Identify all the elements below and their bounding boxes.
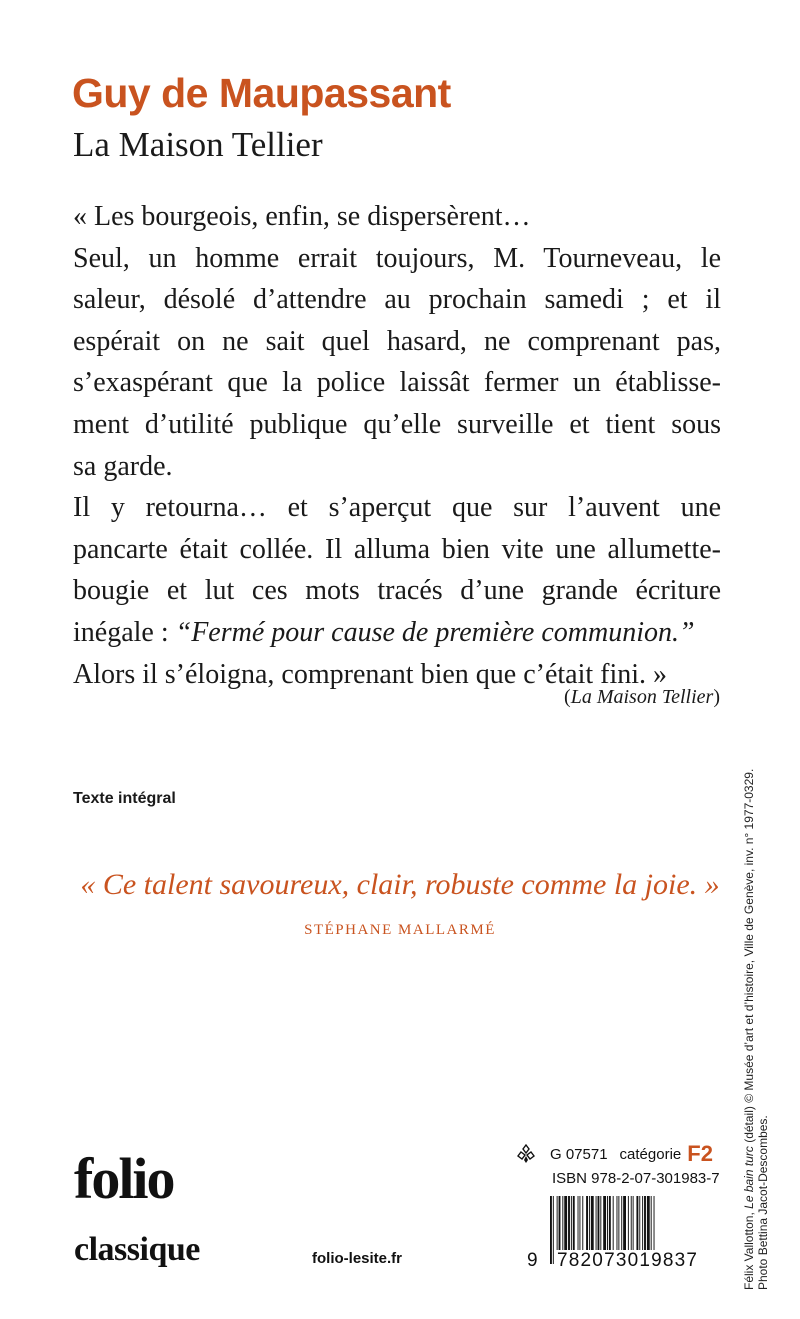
barcode-bar: [557, 1196, 558, 1250]
credits-museum: (détail) © Musée d’art et d’histoire, Ville de Genève, inv. n° 1977-0329.: [742, 768, 756, 1147]
barcode-bar: [623, 1196, 626, 1250]
category-code: F2: [687, 1141, 713, 1166]
excerpt-italic-fragment: “Fermé pour cause de première communion.”: [175, 616, 695, 648]
product-code-row: [516, 1142, 713, 1166]
excerpt-line: espérait on ne sait quel hasard, ne comprenant pas,: [73, 325, 721, 357]
credits-line-1: [742, 690, 756, 1290]
barcode-bar: [553, 1196, 554, 1264]
excerpt-line: Il y retourna… et s’aperçut que sur l’auvent une: [73, 492, 721, 524]
credits-line-2: Photo Bettina Jacot-Descombes.: [756, 1115, 770, 1290]
barcode-bar: [591, 1196, 594, 1250]
barcode-bar: [582, 1196, 583, 1250]
excerpt-fragment: inégale :: [73, 616, 176, 648]
source-close: ): [713, 686, 720, 708]
isbn: ISBN 978-2-07-301983-7: [552, 1170, 720, 1187]
gallimard-logo-icon: [516, 1144, 536, 1164]
barcode-bar: [559, 1196, 561, 1250]
credits-artwork: Le bain turc: [742, 1146, 756, 1209]
barcode-bar: [639, 1196, 640, 1250]
barcode-bar: [621, 1196, 622, 1250]
image-credits: [742, 690, 770, 1290]
barcode-bar: [628, 1196, 629, 1250]
barcode-digits: 782073019837: [556, 1250, 714, 1272]
imprint-logo-classique: classique: [74, 1231, 200, 1268]
barcode-bar: [618, 1196, 619, 1250]
author-name: Guy de Maupassant: [72, 70, 451, 116]
barcode-bar: [550, 1196, 552, 1264]
excerpt-line: pancarte était collée. Il alluma bien vite une allumette-: [73, 533, 721, 565]
source-title: La Maison Tellier: [570, 686, 714, 708]
excerpt-line: saleur, désolé d’attendre au prochain samedi ; et il: [73, 284, 721, 316]
product-code: G 07571: [550, 1145, 608, 1163]
blurb-attribution: STÉPHANE MALLARMÉ: [304, 922, 496, 938]
barcode-bar: [596, 1196, 597, 1250]
imprint-logo-folio: folio: [74, 1146, 174, 1211]
blurb-quote: « Ce talent savoureux, clair, robuste comme la joie. »: [80, 868, 720, 901]
barcode-bar: [562, 1196, 563, 1250]
credits-artist: Félix Vallotton,: [742, 1208, 756, 1290]
excerpt-line: sa garde.: [73, 450, 173, 482]
barcode-bar: [631, 1196, 632, 1250]
barcode-bar: [600, 1196, 601, 1250]
excerpt-line: Alors il s’éloigna, comprenant bien que c’était fini. »: [73, 658, 668, 690]
barcode-bar: [651, 1196, 652, 1250]
barcode-bar: [578, 1196, 579, 1250]
source-open: (: [564, 686, 571, 708]
barcode-bar: [647, 1196, 650, 1250]
edition-note: Texte intégral: [73, 790, 176, 807]
website-link[interactable]: folio-lesite.fr: [312, 1250, 403, 1267]
barcode-bar: [613, 1196, 614, 1250]
excerpt: [73, 196, 721, 695]
barcode-first-digit: 9: [527, 1250, 538, 1271]
barcode-bar: [568, 1196, 570, 1250]
barcode-bar: [598, 1196, 600, 1250]
barcode-bar: [589, 1196, 590, 1250]
book-title: La Maison Tellier: [73, 125, 323, 164]
excerpt-line-mixed: [73, 612, 721, 654]
barcode-bar: [607, 1196, 608, 1250]
excerpt-line: ment d’utilité publique qu’elle surveille et tient sous: [73, 408, 721, 440]
excerpt-line: s’exaspérant que la police laissât fermer un établisse-: [73, 367, 721, 399]
barcode-bar: [579, 1196, 580, 1250]
excerpt-source: [564, 686, 720, 709]
excerpt-line: « Les bourgeois, enfin, se dispersèrent…: [73, 201, 531, 232]
barcode-bar: [586, 1196, 588, 1250]
barcode-bar: [644, 1196, 646, 1250]
barcode-bar: [573, 1196, 575, 1250]
barcode-bar: [564, 1196, 567, 1250]
barcode-bar: [642, 1196, 643, 1250]
barcode-bar: [609, 1196, 611, 1250]
excerpt-line: Seul, un homme errait toujours, M. Tourneveau, le: [73, 242, 721, 274]
barcode-bar: [571, 1196, 572, 1250]
barcode-bar: [636, 1196, 638, 1250]
excerpt-line: bougie et lut ces mots tracés d’une grande écriture: [73, 575, 721, 607]
barcode-bar: [633, 1196, 634, 1250]
category-label: catégorie: [619, 1145, 682, 1163]
barcode-bar: [617, 1196, 618, 1250]
